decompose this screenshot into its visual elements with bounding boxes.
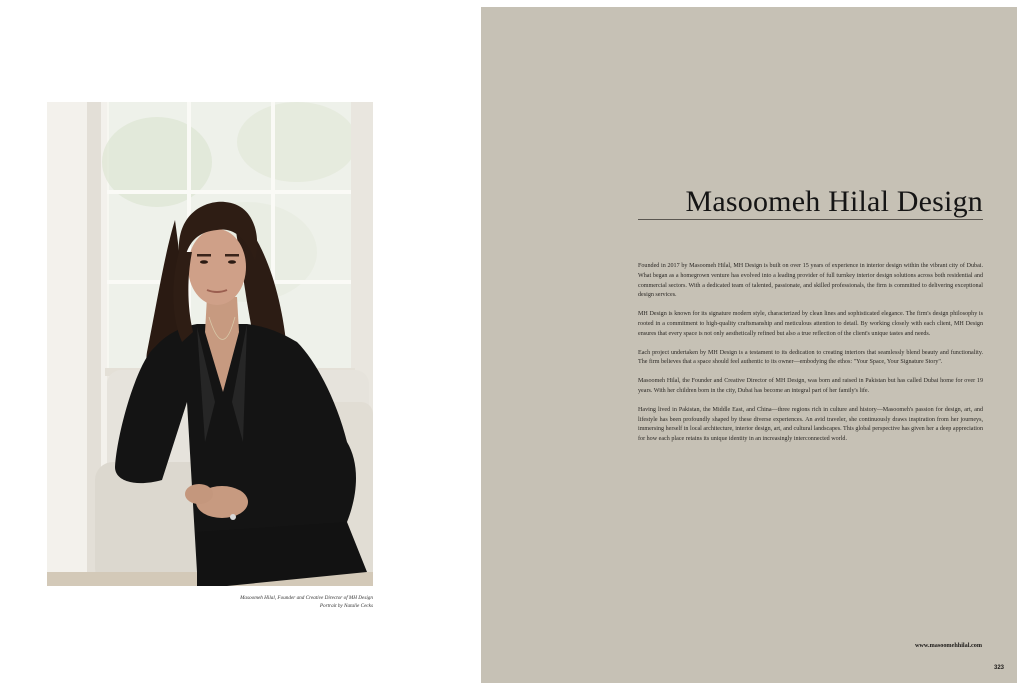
paragraph-2: MH Design is known for its signature modern style, characterized by clean lines and sophisticated elegance. The firm's design philosophy is rooted in a commitment to high-quality craftsmanship and meticulous attention to detail. By working closely with each client, MH Design ensures that every space is not only aesthetically refined but also a true reflection of the client's unique tastes and needs. xyxy=(638,311,983,337)
portrait-photo xyxy=(47,102,373,586)
paragraph-5: Having lived in Pakistan, the Middle East, and China—three regions rich in culture and history—Masoomeh's passion for design, art, and lifestyle has been profoundly shaped by these diverse experiences. An avid traveler, she continuously draws inspiration from her journeys, immersing herself in local architecture, interior design, art, and cultural landscapes. This global perspective has given her a deep appreciation for how each place retains its unique identity in an increasingly interconnected world. xyxy=(638,406,983,443)
paragraph-3: Each project undertaken by MH Design is a testament to its dedication to creating interiors that seamlessly blend beauty and functionality. The firm believes that a space should feel authentic to its owner—embodying the ethos: "Your Space, Your Signature Story". xyxy=(638,349,983,366)
paragraph-4: Masoomeh Hilal, the Founder and Creative Director of MH Design, was born and raised in Pakistan but has called Dubai home for over 19 years. With her children born in the city, Dubai has become an integral part of her family's life. xyxy=(638,378,983,394)
page-title: Masoomeh Hilal Design xyxy=(685,185,983,218)
left-page xyxy=(0,0,481,683)
page-number: 323 xyxy=(993,665,1004,671)
article-body xyxy=(638,262,983,454)
title-divider xyxy=(638,219,983,220)
right-page xyxy=(481,7,1017,683)
photo-caption xyxy=(47,594,373,610)
caption-line-1: Masoomeh Hilal, Founder and Creative Director of MH Design xyxy=(240,595,373,601)
caption-line-2: Portrait by Natalie Cecks xyxy=(319,603,373,609)
paragraph-1: Founded in 2017 by Masoomeh Hilal, MH Design is built on over 15 years of experience in interior design within the vibrant city of Dubai. What began as a homegrown venture has evolved into a leading provider of full turnkey interior design solutions across both residential and commercial sectors. With a dedicated team of talented, passionate, and skilled professionals, the firm is committed to delivering exceptional design services. xyxy=(638,263,983,299)
website-link[interactable]: www.masoomehhilal.com xyxy=(914,642,982,649)
